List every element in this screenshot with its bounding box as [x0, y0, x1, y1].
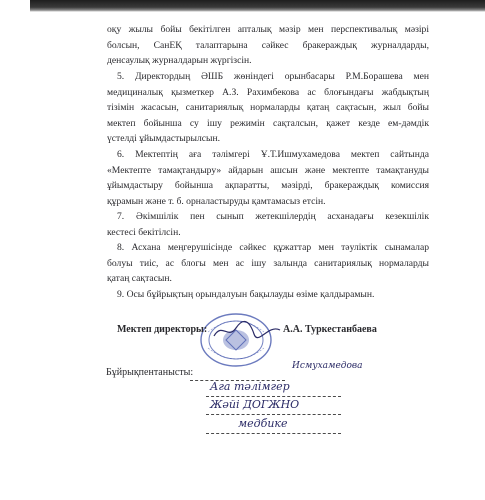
signature-line [206, 396, 341, 397]
scan-top-shadow [30, 0, 485, 12]
handwritten-name: Исмухамедова [292, 361, 363, 371]
text-line: үстелді ұйымдастырылсын. [107, 133, 220, 145]
order-item-7 [107, 209, 429, 240]
handwritten-entry: Жәйі ДОГЖНО [210, 398, 300, 411]
text-line: кестесі бекітілсін. [107, 226, 181, 238]
director-name: А.А. Туркестанбаева [283, 324, 377, 335]
text-line: тізімін жасасын, санитариялық нормаларды қатаң сақтасын, жыл бойы [107, 102, 429, 114]
text-line: медициналық қызметкер А.З. Рахимбекова ас блоғындағы жабдықтың [107, 86, 429, 98]
text-line: оқу жылы бойы бекітілген апталық мәзір мен перспективалық мәзірі [107, 24, 429, 35]
handwritten-entry: медбике [238, 417, 288, 430]
order-item-5 [107, 69, 429, 147]
director-signature [212, 318, 282, 342]
acquainted-label: Бұйрықпентанысты: [106, 367, 194, 378]
order-item-8 [107, 240, 429, 287]
text-line: 5. Директордың ӘШБ жөніндегі орынбасары Р.М.Борашева мен [117, 71, 429, 82]
text-line: ұйымдастыру бойынша ақпаратты, мәзірді, бракераждық комиссия [107, 180, 429, 192]
text-line: мектеп бойынша су ішу режимін сақталсын, қажет кезде ем-дәмдік [107, 117, 429, 129]
intro-paragraph [107, 22, 429, 69]
text-line: 6. Мектептің аға тәлімгері Ұ.Т.Ишмухамедова мектеп сайтында [117, 149, 429, 160]
order-item-6 [107, 147, 429, 209]
order-item-9 [107, 287, 429, 303]
text-line: 7. Әкімшілік пен сынып жетекшілердің асханадағы кезекшілік [117, 211, 429, 222]
text-line: «Мектепте тамақтандыру» айдарын ашсын және мектепте тамақтануды [107, 164, 429, 176]
text-line: денсаулық журналдарын жүргізсін. [107, 55, 252, 67]
text-line: 9. Осы бұйрықтың орындалуын бақылауды өзіме қалдырамын. [117, 289, 375, 300]
director-label: Мектеп директоры: [117, 324, 208, 335]
handwritten-entry: Ага тәлімгер [210, 380, 290, 393]
signature-line [206, 433, 341, 434]
signature-line [206, 414, 341, 415]
text-line: қатаң сақтасын. [107, 273, 172, 285]
text-line: 8. Асхана меңгерушісінде сәйкес құжаттар мен тәуліктік сынамалар [117, 242, 429, 253]
text-line: болсын, СанЕҚ талаптарына сәйкес бракераждық журналдарды, [107, 39, 429, 51]
text-line: болуы тиіс, ас блогы мен ас ішу залында санитариялық нормаларды [107, 257, 429, 269]
text-line: құрамын және т. б. орналастыруды қамтамасыз етсін. [107, 195, 326, 207]
